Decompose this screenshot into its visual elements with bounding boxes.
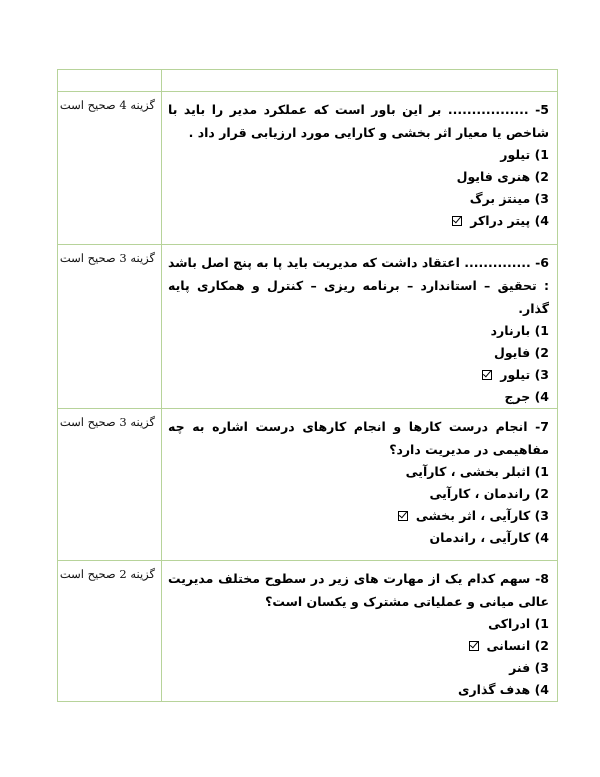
- option-item: 2) راندمان ، کارآیی: [429, 486, 549, 501]
- option-item: 3) فنر: [509, 660, 549, 675]
- option-item: 2) انسانی: [168, 635, 549, 657]
- option-item: 2) فایول: [493, 345, 549, 360]
- option-item: 3) کارآیی ، اثر بخشی: [168, 505, 549, 527]
- option-item: 3) مینتز برگ: [469, 191, 549, 206]
- option-item: 1) بارنارد: [490, 323, 549, 338]
- question-text: 5- ................. بر این باور است که عملکرد مدیر را باید با شاخص یا معیار اثر بخشی و کارایی مورد ارزیابی قرار داد .: [168, 102, 549, 140]
- checkmark-icon: [482, 370, 492, 380]
- table-row: [58, 409, 558, 561]
- table-header-row: [58, 70, 558, 92]
- option-item: 4) پیتر دراکر: [168, 210, 549, 232]
- checkmark-icon: [398, 511, 408, 521]
- question-cell: [162, 245, 558, 409]
- answer-text: گزینه 3 صحیح است: [59, 415, 155, 429]
- quiz-table: [57, 69, 558, 702]
- option-item: 4) کارآیی ، راندمان: [429, 530, 549, 545]
- table-row: [58, 245, 558, 409]
- answer-cell: [58, 561, 162, 702]
- question-text: 6- .............. اعتقاد داشت که مدیریت باید پا به پنج اصل باشد : تحقیق – استاندارد – برنامه ریزی – کنترل و همکاری پایه گذار.: [168, 255, 549, 316]
- answer-text: گزینه 2 صحیح است: [59, 567, 155, 581]
- question-text: 7- انجام درست کارها و انجام کارهای درست اشاره به چه مفاهیمی در مدیریت دارد؟: [168, 419, 549, 457]
- option-item: 4) هدف گذاری: [458, 682, 549, 697]
- question-cell: [162, 409, 558, 561]
- answer-cell: [58, 409, 162, 561]
- checkmark-icon: [452, 216, 462, 226]
- answer-text: گزینه 3 صحیح است: [59, 251, 155, 265]
- option-item: 4) جرج: [504, 389, 549, 404]
- option-item: 3) تیلور: [168, 364, 549, 386]
- checkmark-icon: [469, 641, 479, 651]
- answer-text: گزینه 4 صحیح است: [59, 98, 155, 112]
- question-cell: [162, 561, 558, 702]
- table-row: [58, 561, 558, 702]
- option-item: 1) تیلور: [500, 147, 549, 162]
- answer-cell: [58, 245, 162, 409]
- question-text: 8- سهم کدام یک از مهارت های زیر در سطوح مختلف مدیریت عالی میانی و عملیاتی مشترک و یکسان است؟: [168, 571, 549, 609]
- option-item: 1) ادراکی: [488, 616, 549, 631]
- header-answer-cell: [58, 70, 162, 92]
- option-item: 2) هنری فایول: [456, 169, 549, 184]
- table-row: [58, 92, 558, 245]
- question-cell: [162, 92, 558, 245]
- quiz-sheet: [57, 69, 557, 697]
- answer-cell: [58, 92, 162, 245]
- option-item: 1) اثبلر بخشی ، کارآیی: [405, 464, 549, 479]
- header-question-cell: [162, 70, 558, 92]
